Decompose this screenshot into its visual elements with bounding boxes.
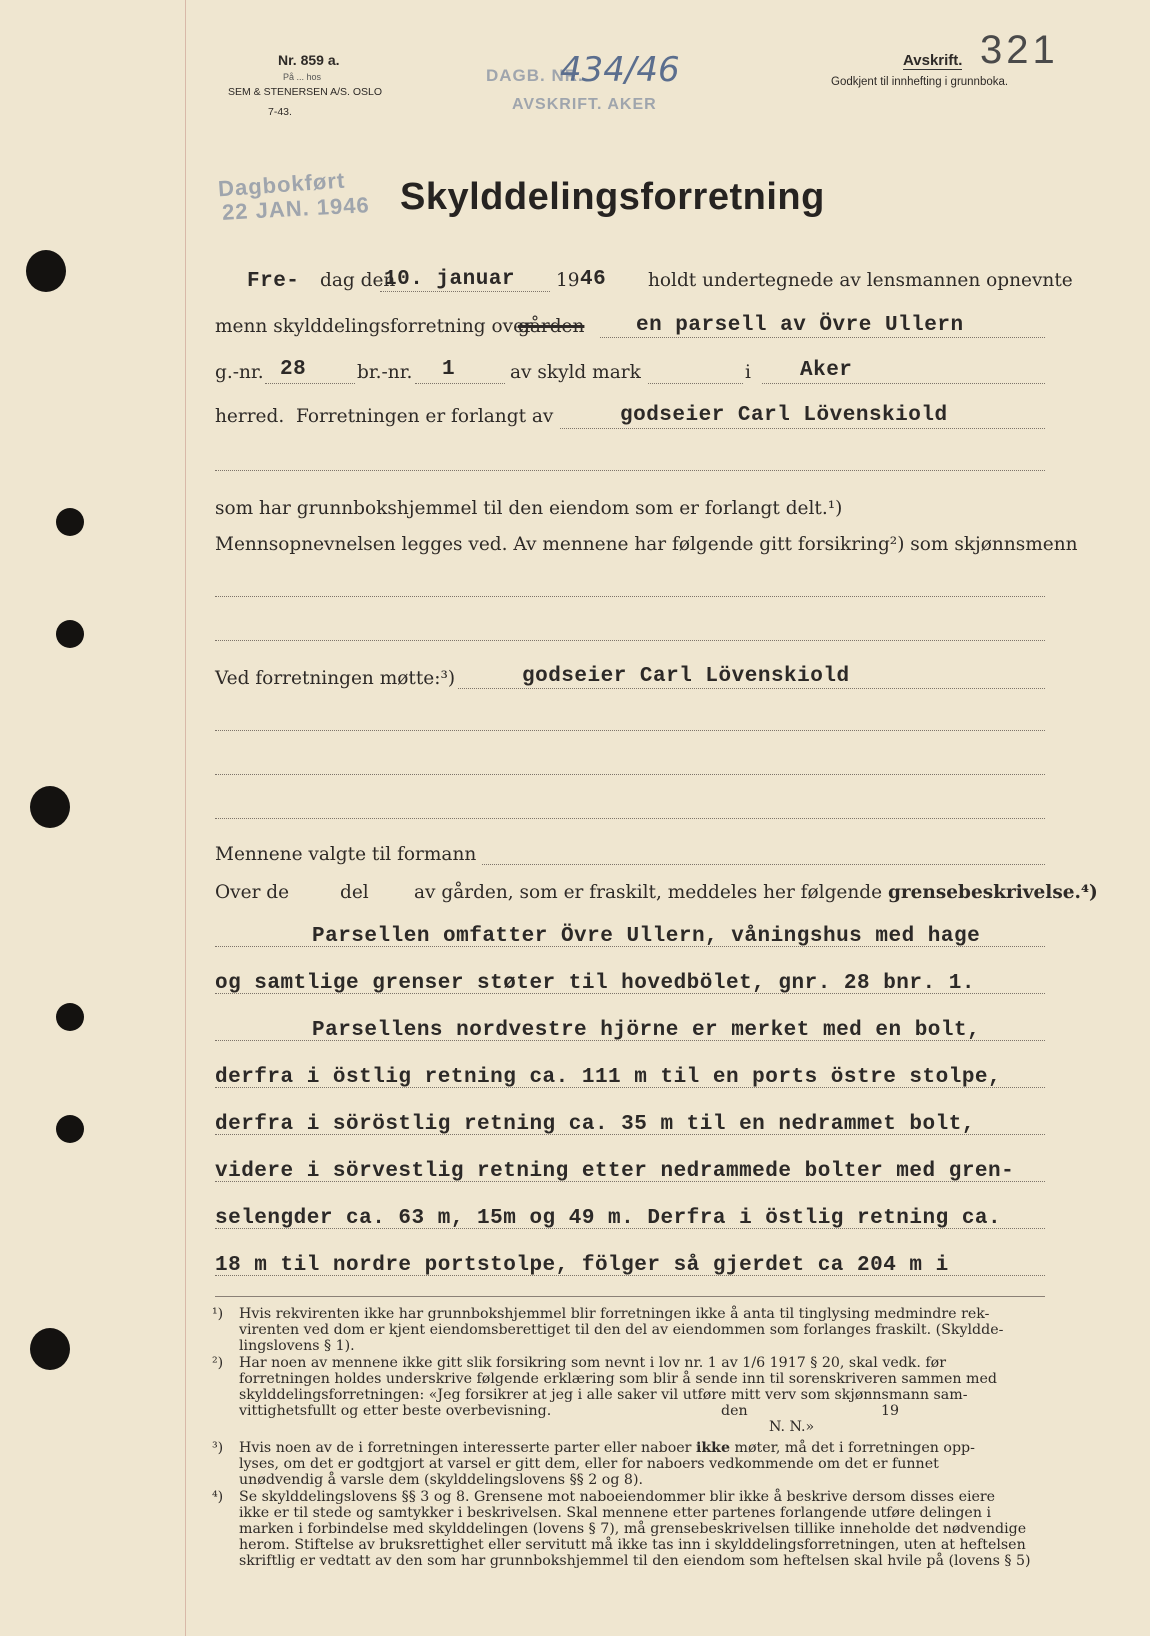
footnote-line: Hvis rekvirenten ikke har grunnbokshjemmel blir forretningen ikke å anta til tinglysing medmindre rek- [239, 1306, 990, 1322]
punch-hole [30, 786, 70, 828]
footnote-line: Har noen av mennene ikke gitt slik forsikring som nevnt i lov nr. 1 av 1/6 1917 § 20, skal vedk. før [239, 1355, 946, 1371]
year-fill: 46 [580, 268, 607, 291]
footnote-number: ²) [212, 1355, 224, 1371]
struck-garden: gården [518, 316, 585, 337]
footnote-text: vittighetsfullt og etter beste overbevisning. [239, 1403, 552, 1419]
form-number: Nr. 859 a. [278, 52, 340, 68]
brnr-line [415, 383, 505, 384]
footnote-sign: N. N.» [769, 1419, 815, 1435]
requester-fill: godseier Carl Lövenskiold [620, 404, 948, 427]
page-title: Skylddelingsforretning [400, 176, 825, 218]
footnote-line: forretningen holdes underskrive følgende erklæring som blir å sende inn til sorenskriveren sammen med [239, 1371, 997, 1387]
blank-line [215, 470, 1045, 471]
punch-hole [56, 1115, 84, 1143]
footnote-number: ³) [212, 1440, 224, 1456]
motte-label: Ved forretningen møtte:³) [215, 668, 456, 689]
forlangt-label: Forretningen er forlangt av [296, 406, 554, 427]
footnote-line: unødvendig å varsle dem (skylddelingslovens §§ 2 og 8). [239, 1472, 644, 1488]
dagb-stamp-label: DAGB. NR. [486, 66, 584, 85]
brnr-label: br.-nr. [357, 362, 413, 383]
formann-label: Mennene valgte til formann [215, 844, 477, 865]
description-line-text: Parsellens nordvestre hjörne er merket med en bolt, [312, 1019, 981, 1042]
margin-line [185, 0, 186, 1636]
blank-line [215, 730, 1045, 731]
description-line-text: og samtlige grenser støter til hovedbölet, gnr. 28 bnr. 1. [215, 972, 975, 995]
herred-label: herred. [215, 406, 285, 427]
footnote-line [239, 1440, 1009, 1456]
footnote-text: Hvis noen av de i forretningen interesserte parter eller naboer [239, 1440, 692, 1456]
footnote-number: ⁴) [212, 1489, 224, 1505]
skyld-label: av skyld mark [510, 362, 641, 383]
footnote-divider [215, 1296, 1045, 1297]
year-prefix: 19 [556, 270, 580, 291]
gnr-value: 28 [280, 358, 307, 381]
footnote-den: den [721, 1403, 748, 1419]
grunnbok-text: som har grunnbokshjemmel til den eiendom som er forlangt delt.¹) [215, 498, 843, 519]
formann-line [482, 864, 1045, 865]
avskrift-aker-stamp: AVSKRIFT. AKER [512, 96, 657, 113]
publisher-line1: På ... hos [283, 72, 322, 82]
footnote-line: skylddelingsforretningen: «Jeg forsikrer at jeg i alle saker vil utføre mitt verv som skjønnsmann sam- [239, 1387, 968, 1403]
blank-line [215, 596, 1045, 597]
date-fill: 10. januar [384, 268, 516, 291]
punch-hole [26, 250, 66, 292]
skylddeling-over-label: menn skylddelingsforretning over [215, 316, 533, 337]
date-line [380, 291, 550, 292]
description-line-text: derfra i söröstlig retning ca. 35 m til en nedrammet bolt, [215, 1113, 975, 1136]
skyld-line [648, 383, 743, 384]
footnote-line: virenten ved dom er kjent eiendomsberettiget til den del av eiendommen som forlanges fraskilt. (Skyldde- [239, 1322, 1004, 1338]
footnote-2 [212, 1355, 1042, 1441]
footnote-line: skriftlig er vedtatt av den som har grunnbokshjemmel til den eiendom som heftelsen skal hvile på (lovens § 5) [239, 1553, 1031, 1569]
description-line-text: Parsellen omfatter Övre Ullern, våningshus med hage [312, 925, 981, 948]
menn-text: Mennsopnevnelsen legges ved. Av mennene har følgende gitt forsikring²) som skjønnsmenn [215, 534, 1078, 555]
dag-den-label: dag den [320, 270, 396, 291]
dagb-number: 434/46 [560, 50, 680, 90]
grense-bold: grensebeskrivelse.⁴) [887, 882, 1098, 903]
gnr-label: g.-nr. [215, 362, 264, 383]
blank-line [215, 774, 1045, 775]
over-de-label: Over de [215, 882, 290, 903]
footnote-3 [212, 1440, 1042, 1490]
footnote-line [239, 1403, 1009, 1419]
brnr-value: 1 [442, 358, 456, 381]
motte-line [458, 688, 1045, 689]
del-label: del [340, 882, 369, 903]
description-line-text: selengder ca. 63 m, 15m og 49 m. Derfra i östlig retning ca. [215, 1207, 1002, 1230]
avskrift-label: Avskrift. [903, 52, 963, 69]
gnr-line [265, 383, 355, 384]
attendee-fill: godseier Carl Lövenskiold [522, 665, 850, 688]
footnote-text: møter, må det i forretningen opp- [734, 1440, 975, 1456]
parcel-fill: en parsell av Övre Ullern [636, 314, 964, 337]
avskrift-note: Godkjent til innhefting i grunnboka. [831, 76, 1009, 88]
footnote-line: lingslovens § 1). [239, 1338, 355, 1354]
footnote-4 [212, 1489, 1042, 1573]
gard-text [414, 882, 1098, 903]
gard-text-plain: av gården, som er fraskilt, meddeles her følgende [414, 882, 883, 903]
i-label: i [745, 362, 751, 383]
page-number: 321 [980, 28, 1059, 72]
footnote-line: marken i forbindelse med skylddelingen (lovens § 7), må grensebeskrivelsen tillike inneholde det nødvendige [239, 1521, 1027, 1537]
dagbokfort-stamp: Dagbokført [217, 167, 347, 202]
footnote-year: 19 [881, 1403, 900, 1419]
blank-line [215, 818, 1045, 819]
footnote-bold: ikke [695, 1440, 731, 1456]
footnote-line: lyses, om det er godtgjort at varsel er gitt dem, eller for naboers vedkommende om det er funnet [239, 1456, 939, 1472]
dagbokfort-date: 22 JAN. 1946 [221, 192, 371, 225]
forlangt-line [560, 428, 1045, 429]
municipality-fill: Aker [800, 359, 853, 382]
municipality-line [762, 383, 1045, 384]
punch-hole [30, 1328, 70, 1370]
footnote-number: ¹) [212, 1306, 224, 1322]
publisher-line3: 7-43. [268, 106, 292, 118]
footnote-line: Se skylddelingslovens §§ 3 og 8. Grensene mot naboeiendommer blir ikke å beskrive dersom disses eiere [239, 1489, 996, 1505]
description-line-text: 18 m til nordre portstolpe, fölger så gjerdet ca 204 m i [215, 1254, 949, 1277]
footnote-line: ikke er til stede og samtykker i beskrivelsen. Skal mennene etter partenes forlangende utføre delingen i [239, 1505, 992, 1521]
footnote-line: herom. Stiftelse av bruksrettighet eller servitutt må ikke tas inn i skylddelingsforretningen, uten at heftelsen [239, 1537, 1026, 1553]
holdt-text: holdt undertegnede av lensmannen opnevnte [648, 270, 1073, 291]
footnote-1 [212, 1306, 1042, 1358]
weekday-fill: Fre- [247, 270, 300, 293]
blank-line [215, 640, 1045, 641]
punch-hole [56, 620, 84, 648]
publisher-line2: SEM & STENERSEN A/S. OSLO [228, 86, 383, 98]
over-line [600, 337, 1045, 338]
description-line-text: videre i sörvestlig retning etter nedrammede bolter med gren- [215, 1160, 1015, 1183]
description-line-text: derfra i östlig retning ca. 111 m til en ports östre stolpe, [215, 1066, 1002, 1089]
punch-hole [56, 508, 84, 536]
punch-hole [56, 1003, 84, 1031]
